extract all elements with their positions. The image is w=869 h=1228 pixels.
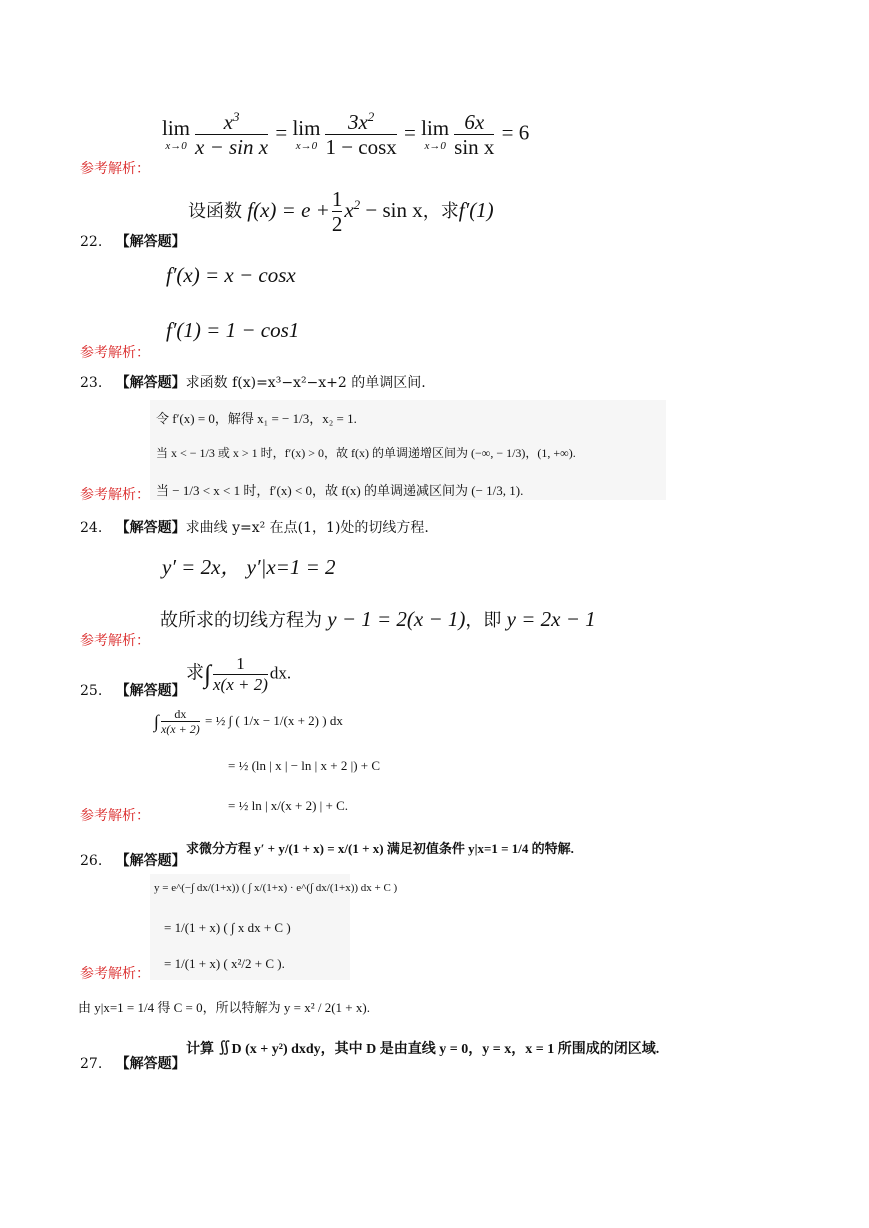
q24-solution-line-1: y′ = 2x， y′|x=1 = 2 bbox=[162, 555, 336, 579]
q26-solution-step-1: y = e^(−∫ dx/(1+x)) ( ∫ x/(1+x) · e^(∫ dx/(1+x)) dx + C ) bbox=[154, 882, 398, 894]
ref-label: 参考解析： bbox=[80, 633, 150, 649]
ref-label: 参考解析： bbox=[80, 966, 150, 982]
q26-solution-step-2: = 1/(1 + x) ( ∫ x dx + C ) bbox=[164, 920, 291, 935]
q22-prompt: 设函数 f(x) = e + $\frac{1}{2}$ $x^2 - \sin x$，求f′(1) bbox=[188, 187, 494, 237]
ref-label: 参考解析： bbox=[80, 487, 150, 503]
q23-solution-line-2: 当 x < − 1/3 或 x > 1 时，f′(x) > 0，故 f(x) 的单调递增区间为 (−∞, − 1/3)，(1, +∞). bbox=[156, 446, 576, 460]
ref-label: 参考解析： bbox=[80, 161, 150, 177]
q25-solution-step-3: = ½ ln | x/(x + 2) | + C. bbox=[228, 798, 349, 813]
q23-solution-line-3: 当 − 1/3 < x < 1 时，f′(x) < 0，故 f(x) 的单调递减区间为 (− 1/3, 1). bbox=[156, 483, 524, 498]
q25-header: 25. 【解答题】 bbox=[80, 683, 186, 699]
q26-prompt: 求微分方程 y′ + y/(1 + x) = x/(1 + x) 满足初值条件 y|x=1 = 1/4 的特解. bbox=[186, 841, 574, 856]
ref-label: 参考解析： bbox=[80, 345, 150, 361]
q22-solution-line-2: f′(1) = 1 − cos1 bbox=[166, 318, 300, 342]
q26-solution-image bbox=[150, 874, 398, 980]
q26-conclusion: 由 y|x=1 = 1/4 得 C = 0，所以特解为 y = x² / 2(1 + x). bbox=[78, 1000, 370, 1015]
q27-prompt: 计算 ∬D (x + y²) dxdy，其中 D 是由直线 y = 0，y = x，x = 1 所围成的闭区域. bbox=[186, 1042, 660, 1057]
q25-prompt: 求∫ $\frac{1}{x(x + 2)}$ dx. bbox=[186, 654, 292, 694]
q22-solution-line-1: f′(x) = x − cosx bbox=[166, 263, 296, 287]
q24-solution-line-2: 故所求的切线方程为 y − 1 = 2(x − 1)，即 y = 2x − 1 bbox=[160, 607, 596, 631]
q23-header: 23. 【解答题】求函数 f(x)=x³−x²−x+2 的单调区间. bbox=[80, 375, 426, 391]
q26-solution-step-3: = 1/(1 + x) ( x²/2 + C ). bbox=[164, 956, 285, 971]
q21-limit-solution: lim x→0 $\frac{x^3}{\text{x − sin x}}$ = lim x→0 $\frac{3x^2}{1 - \cos x}$ = lim x→0 $\frac{6x}{\text{sin x}}$ = 6 bbox=[162, 109, 530, 160]
q26-header: 26. 【解答题】 bbox=[80, 853, 186, 869]
q24-header: 24. 【解答题】求曲线 y=x² 在点(1，1)处的切线方程. bbox=[80, 520, 429, 536]
q27-header: 27. 【解答题】 bbox=[80, 1056, 186, 1072]
q22-header: 22. 【解答题】 bbox=[80, 234, 186, 250]
q23-solution-image bbox=[150, 400, 666, 500]
q25-solution-image bbox=[150, 706, 430, 822]
q25-solution-step-2: = ½ (ln | x | − ln | x + 2 |) + C bbox=[228, 758, 381, 773]
q23-solution-line-1: 令 f′(x) = 0，解得 x₁ = − 1/3，x₂ = 1. bbox=[156, 411, 357, 426]
q25-solution-step-1: ∫ $\frac{dx}{x(x + 2)}$ = ½ ∫ ( 1/x − 1/(x + 2) ) dx bbox=[154, 707, 343, 737]
ref-label: 参考解析： bbox=[80, 808, 150, 824]
